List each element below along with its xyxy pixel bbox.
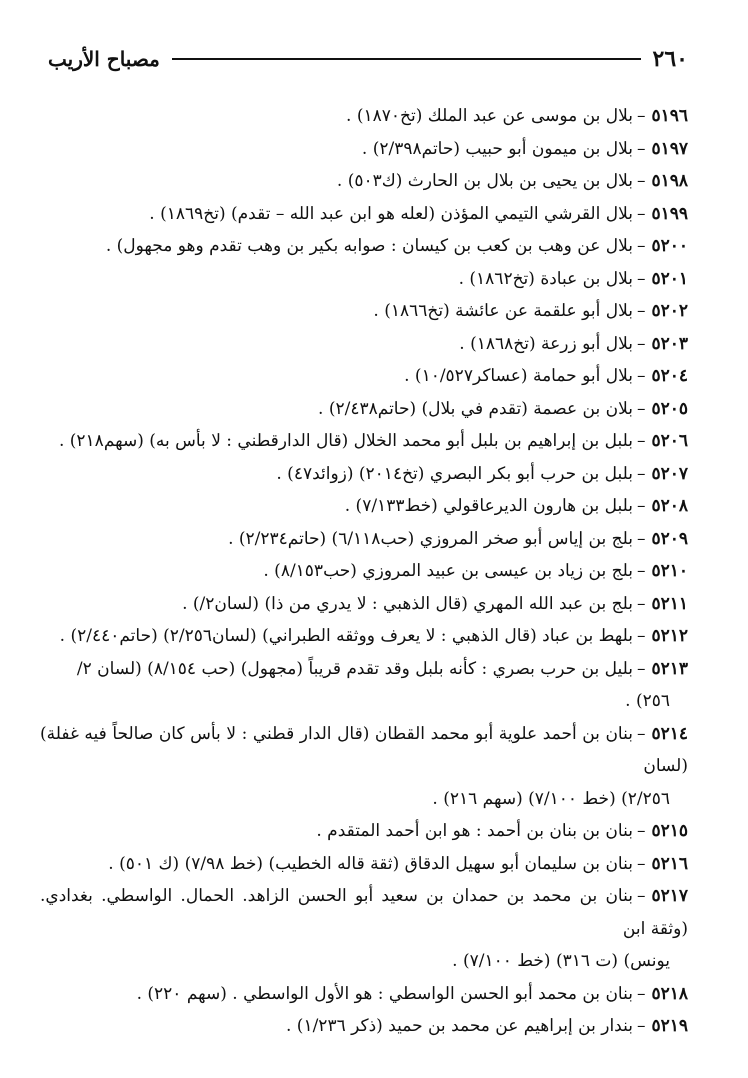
entry-text: بلج بن زياد بن عيسى بن عبيد المروزي (حب٨/١٥٣) .	[263, 561, 633, 581]
entry	[40, 263, 688, 296]
entry	[40, 100, 688, 133]
entry-dash: –	[636, 723, 646, 744]
entry-dash: –	[636, 983, 646, 1004]
entry	[40, 978, 688, 1011]
entry	[40, 425, 688, 458]
entry	[40, 198, 688, 231]
entry-dash: –	[636, 171, 646, 191]
header-rule	[172, 58, 641, 60]
entry-text: بلال عن وهب بن كعب بن كيسان : صوابه بكير بن وهب تقدم وهو مجهول) .	[105, 236, 633, 256]
entry	[40, 523, 688, 556]
entry-continuation: ٢/٢٥٦) (خط ٧/١٠٠) (سهم ٢١٦) .	[432, 788, 670, 809]
entry	[40, 880, 688, 978]
entry	[40, 230, 688, 263]
entry-dash: –	[636, 1016, 646, 1036]
entry-dash: –	[636, 463, 646, 484]
entry-dash: –	[636, 658, 646, 679]
entry-dash: –	[636, 366, 646, 386]
entry-number: ٥٢٠٢	[651, 301, 688, 321]
entry	[40, 165, 688, 198]
entry-text: بنان بن سليمان أبو سهيل الدقاق (ثقة قاله الخطيب) (خط ٧/٩٨) (ك ٥٠١) .	[108, 853, 633, 874]
entry-dash: –	[636, 301, 646, 321]
entry-number: ٥٢٠٣	[651, 333, 688, 354]
entry-dash: –	[636, 821, 646, 841]
entry-text: بلال أبو علقمة عن عائشة (تخ١٨٦٦) .	[373, 301, 633, 321]
entry-first-line	[40, 880, 688, 945]
entry-text: بنان بن محمد بن حمدان بن سعيد أبو الحسن الزاهد. الحمال. الواسطي. بغدادي. (وثقة ابن	[40, 886, 688, 939]
entry-text: بلال أبو زرعة (تخ١٨٦٨) .	[459, 333, 633, 354]
entry-continuation: ٢٥٦) .	[625, 691, 670, 711]
entry-number: ٥١٩٦	[651, 106, 688, 126]
entry-text: بندار بن إبراهيم عن محمد بن حميد (ذكر ١/٢٣٦) .	[286, 1016, 633, 1036]
entry-number: ٥٢٠٨	[651, 496, 688, 516]
entry-text: بلبل بن حرب أبو بكر البصري (تخ٢٠١٤) (زوائد٤٧) .	[276, 463, 633, 484]
entry-number: ٥١٩٩	[651, 203, 688, 224]
entry-number: ٥٢١٢	[651, 626, 688, 646]
entry-number: ٥٢١٠	[651, 561, 688, 581]
entry-dash: –	[636, 236, 646, 256]
entry-number: ٥٢١٦	[651, 853, 688, 874]
entry-text: بلال بن يحيى بن بلال بن الحارث (ك٥٠٣) .	[336, 171, 633, 191]
entry-dash: –	[636, 853, 646, 874]
entry-dash: –	[636, 886, 646, 906]
entry-number: ٥١٩٨	[651, 171, 688, 191]
entry-number: ٥٢٠٤	[651, 366, 688, 386]
entry-text: بلال بن ميمون أبو حبيب (حاتم٢/٣٩٨) .	[361, 138, 633, 159]
entry-text: بنان بن محمد أبو الحسن الواسطي : هو الأول الواسطي . (سهم ٢٢٠) .	[136, 983, 633, 1004]
entry-number: ٥٢١٤	[651, 723, 688, 744]
entry-dash: –	[636, 496, 646, 516]
entry	[40, 848, 688, 881]
entry-number: ٥٢٠٦	[651, 431, 688, 451]
entry-text: بلهط بن عباد (قال الذهبي : لا يعرف ووثقه الطبراني) (لسان٢/٢٥٦) (حاتم٢/٤٤٠) .	[59, 626, 633, 646]
entry-number: ٥٢٠٧	[651, 463, 688, 484]
entry-text: بلج بن إياس أبو صخر المروزي (حب٦/١١٨) (حاتم٢/٢٣٤) .	[228, 528, 633, 549]
entry	[40, 360, 688, 393]
entry-number: ٥٢٠٥	[651, 398, 688, 419]
entry-text: بليل بن حرب بصري : كأنه بلبل وقد تقدم قريباً (مجهول) (حب ٨/١٥٤) (لسان ٢/	[76, 658, 633, 679]
entry-text: بلبل بن هارون الديرعاقولي (خط٧/١٣٣) .	[344, 496, 633, 516]
entry	[40, 393, 688, 426]
entry	[40, 133, 688, 166]
entry-number: ٥٢١٧	[651, 886, 688, 906]
entry-dash: –	[636, 528, 646, 549]
entry-continuation: يونس) (ت ٣١٦) (خط ٧/١٠٠) .	[452, 951, 670, 971]
entry-first-line	[40, 653, 688, 686]
book-title: مصباح الأريب	[48, 47, 160, 71]
entry-list	[40, 100, 688, 1043]
entry	[40, 555, 688, 588]
entry-dash: –	[636, 561, 646, 581]
entry	[40, 1010, 688, 1043]
entry-number: ٥٢١٣	[651, 658, 688, 679]
entry	[40, 815, 688, 848]
entry-number: ٥٢١١	[651, 593, 688, 614]
entry-text: بنان بن أحمد علوية أبو محمد القطان (قال الدار قطني : لا بأس كان صالحاً فيه غفلة) (لسان	[40, 723, 688, 776]
entry-text: بلبل بن إبراهيم بن بلبل أبو محمد الخلال (قال الدارقطني : لا بأس به) (سهم٢١٨) .	[58, 431, 633, 451]
entry-text: بلج بن عبد الله المهري (قال الذهبي : لا يدري من ذا) (لسان٢/) .	[182, 593, 633, 614]
entry-dash: –	[636, 398, 646, 419]
entry-text: بلال بن عبادة (تخ١٨٦٢) .	[458, 268, 633, 289]
entry-dash: –	[636, 593, 646, 614]
entry-dash: –	[636, 203, 646, 224]
entry	[40, 328, 688, 361]
entry-dash: –	[636, 106, 646, 126]
entry-number: ٥٢٠٩	[651, 528, 688, 549]
entry-dash: –	[636, 333, 646, 354]
entry-text: بلال بن موسى عن عبد الملك (تخ١٨٧٠) .	[346, 106, 633, 126]
entry	[40, 718, 688, 816]
entry-first-line	[40, 718, 688, 783]
entry	[40, 620, 688, 653]
page-number: ٢٦٠	[652, 46, 688, 72]
entry-dash: –	[636, 626, 646, 646]
entry-number: ٥٢١٨	[651, 983, 688, 1004]
entry-text: بلال أبو حمامة (عساكر١٠/٥٢٧) .	[404, 366, 633, 386]
entry-number: ٥٢٠١	[651, 268, 688, 289]
entry-text: بلان بن عصمة (تقدم في بلال) (حاتم٢/٤٣٨) .	[318, 398, 633, 419]
entry-number: ٥٢١٥	[651, 821, 688, 841]
entry-number: ٥٢١٩	[651, 1016, 688, 1036]
entry	[40, 588, 688, 621]
entry-text: بنان بن بنان بن أحمد : هو ابن أحمد المتقدم .	[316, 821, 633, 841]
entry	[40, 490, 688, 523]
entry-dash: –	[636, 431, 646, 451]
entry	[40, 458, 688, 491]
entry-text: بلال القرشي التيمي المؤذن (لعله هو ابن عبد الله – تقدم) (تخ١٨٦٩) .	[149, 203, 633, 224]
entry-number: ٥٢٠٠	[651, 236, 688, 256]
entry	[40, 295, 688, 328]
entry	[40, 653, 688, 718]
entry-number: ٥١٩٧	[651, 138, 688, 159]
entry-dash: –	[636, 138, 646, 159]
entry-dash: –	[636, 268, 646, 289]
page-header	[48, 44, 688, 74]
